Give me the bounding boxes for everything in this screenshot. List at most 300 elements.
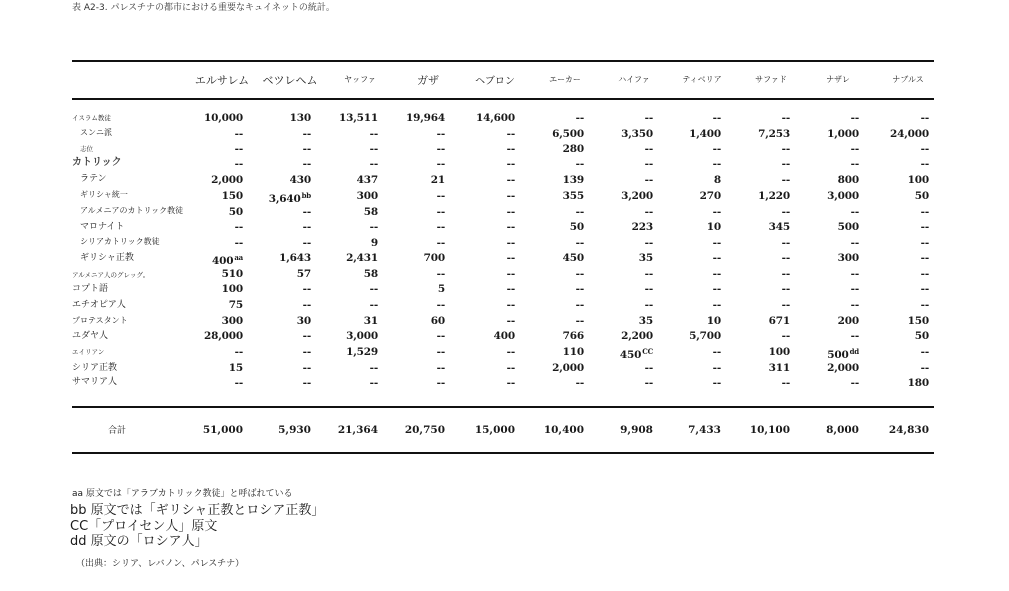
table-cell bbox=[297, 268, 311, 280]
column-header-nablus: ナブルス bbox=[892, 75, 924, 84]
table-cell bbox=[838, 315, 859, 327]
table-cell bbox=[290, 112, 311, 124]
table-cell bbox=[921, 346, 929, 358]
table-cell bbox=[303, 143, 311, 155]
table-cell bbox=[303, 299, 311, 311]
cell-value: -- bbox=[781, 112, 790, 124]
table-cell bbox=[921, 299, 929, 311]
cell-value: -- bbox=[436, 299, 445, 311]
cell-value: -- bbox=[850, 206, 859, 218]
cell-value: -- bbox=[712, 206, 721, 218]
table-cell bbox=[229, 299, 243, 311]
row-label: サマリア人 bbox=[72, 377, 118, 387]
column-header-safad: サファド bbox=[755, 75, 787, 84]
table-cell bbox=[576, 299, 584, 311]
cell-value: 450 bbox=[562, 252, 584, 264]
table-cell bbox=[782, 377, 790, 389]
cell-value: 280 bbox=[562, 143, 584, 155]
cell-value: -- bbox=[436, 143, 445, 155]
cell-value: -- bbox=[712, 299, 721, 311]
table-cell bbox=[758, 128, 790, 140]
table-cell bbox=[851, 377, 859, 389]
cell-value: 58 bbox=[363, 206, 378, 218]
table-cell bbox=[689, 128, 721, 140]
table-cell bbox=[758, 190, 790, 202]
cell-value: -- bbox=[781, 158, 790, 170]
cell-value: -- bbox=[506, 237, 515, 249]
table-cell bbox=[713, 252, 721, 264]
cell-value: -- bbox=[644, 362, 653, 374]
cell-value: -- bbox=[506, 299, 515, 311]
cell-value: 14,600 bbox=[476, 112, 515, 124]
table-cell bbox=[437, 158, 445, 170]
table-cell bbox=[621, 190, 653, 202]
row-label: アルメニアのカトリック教徒 bbox=[80, 206, 184, 215]
table-cell bbox=[507, 158, 515, 170]
cell-value: -- bbox=[506, 315, 515, 327]
cell-value: -- bbox=[369, 158, 378, 170]
cell-value: 28,000 bbox=[204, 330, 243, 342]
cell-value: -- bbox=[920, 299, 929, 311]
table-cell bbox=[645, 158, 653, 170]
table-cell bbox=[229, 362, 243, 374]
footnote-marker: CC bbox=[642, 347, 653, 356]
cell-value: -- bbox=[506, 143, 515, 155]
row-label: プロテスタント bbox=[72, 316, 128, 325]
cell-value: 270 bbox=[699, 190, 721, 202]
table-cell bbox=[303, 377, 311, 389]
cell-value: 10,000 bbox=[204, 112, 243, 124]
cell-value: 180 bbox=[907, 377, 929, 389]
table-cell bbox=[707, 221, 721, 233]
row-label: ユダヤ人 bbox=[72, 331, 109, 341]
cell-value: -- bbox=[712, 346, 721, 358]
cell-value: 450 bbox=[619, 349, 642, 361]
cell-value: 223 bbox=[631, 221, 653, 233]
row-label: 志位 bbox=[80, 145, 93, 153]
table-cell bbox=[632, 221, 653, 233]
table-cell bbox=[782, 237, 790, 249]
cell-value: 9 bbox=[370, 237, 378, 249]
table-cell bbox=[507, 206, 515, 218]
cell-value: -- bbox=[850, 237, 859, 249]
cell-value: 355 bbox=[562, 190, 584, 202]
table-cell bbox=[921, 143, 929, 155]
cell-value: 2,000 bbox=[827, 362, 859, 374]
table-cell bbox=[507, 268, 515, 280]
table-cell bbox=[921, 252, 929, 264]
cell-value: 31 bbox=[363, 315, 378, 327]
cell-value: -- bbox=[781, 268, 790, 280]
row-label: カトリック bbox=[72, 157, 122, 168]
cell-value: -- bbox=[302, 283, 311, 295]
table-cell bbox=[827, 346, 859, 361]
row-label: イスラム教徒 bbox=[72, 114, 111, 122]
table-cell bbox=[851, 330, 859, 342]
table-cell bbox=[437, 346, 445, 358]
cell-value: -- bbox=[302, 377, 311, 389]
table-cell bbox=[303, 362, 311, 374]
total-cell: 7,433 bbox=[688, 424, 721, 436]
cell-value: -- bbox=[436, 206, 445, 218]
table-cell bbox=[838, 221, 859, 233]
table-cell bbox=[212, 252, 243, 267]
column-header-hebron: ヘブロン bbox=[475, 76, 515, 87]
table-cell bbox=[370, 283, 378, 295]
table-cell bbox=[437, 206, 445, 218]
cell-value: -- bbox=[234, 143, 243, 155]
cell-value: -- bbox=[920, 158, 929, 170]
table-cell bbox=[339, 112, 378, 124]
cell-value: -- bbox=[575, 315, 584, 327]
cell-value: -- bbox=[506, 128, 515, 140]
cell-value: 10 bbox=[706, 221, 721, 233]
table-cell bbox=[921, 158, 929, 170]
cell-value: -- bbox=[575, 377, 584, 389]
table-cell bbox=[346, 346, 378, 358]
table-cell bbox=[507, 143, 515, 155]
cell-value: -- bbox=[436, 128, 445, 140]
cell-value: 75 bbox=[228, 299, 243, 311]
cell-value: 300 bbox=[221, 315, 243, 327]
cell-value: -- bbox=[920, 283, 929, 295]
table-cell bbox=[782, 158, 790, 170]
cell-value: -- bbox=[920, 252, 929, 264]
total-cell: 8,000 bbox=[826, 424, 859, 436]
total-top-rule bbox=[72, 406, 934, 408]
cell-value: 150 bbox=[907, 315, 929, 327]
table-caption: 表 A2-3. パレスチナの都市における重要なキュイネットの統計。 bbox=[72, 3, 335, 13]
cell-value: -- bbox=[436, 330, 445, 342]
table-cell bbox=[222, 283, 243, 295]
table-cell bbox=[851, 206, 859, 218]
cell-value: -- bbox=[234, 221, 243, 233]
cell-value: -- bbox=[369, 377, 378, 389]
cell-value: -- bbox=[436, 158, 445, 170]
table-cell bbox=[689, 330, 721, 342]
cell-value: 500 bbox=[837, 221, 859, 233]
table-cell bbox=[424, 252, 445, 264]
cell-value: 671 bbox=[768, 315, 790, 327]
table-cell bbox=[552, 128, 584, 140]
row-label: コプト語 bbox=[72, 284, 109, 294]
cell-value: 5 bbox=[437, 283, 445, 295]
cell-value: -- bbox=[302, 299, 311, 311]
table-cell bbox=[827, 190, 859, 202]
cell-value: 311 bbox=[768, 362, 790, 374]
cell-value: 3,000 bbox=[827, 190, 859, 202]
cell-value: 139 bbox=[562, 174, 584, 186]
row-label: シリア正教 bbox=[72, 363, 118, 373]
table-cell bbox=[645, 174, 653, 186]
cell-value: 510 bbox=[221, 268, 243, 280]
cell-value: 700 bbox=[423, 252, 445, 264]
cell-value: -- bbox=[575, 206, 584, 218]
table-cell bbox=[645, 112, 653, 124]
cell-value: 6,500 bbox=[552, 128, 584, 140]
cell-value: 110 bbox=[562, 346, 584, 358]
cell-value: 58 bbox=[363, 268, 378, 280]
cell-value: -- bbox=[644, 158, 653, 170]
table-cell bbox=[851, 237, 859, 249]
cell-value: -- bbox=[506, 346, 515, 358]
cell-value: -- bbox=[781, 174, 790, 186]
column-header-gaza: ガザ bbox=[417, 74, 439, 87]
total-cell: 51,000 bbox=[202, 424, 243, 436]
table-cell bbox=[563, 346, 584, 358]
table-cell bbox=[838, 252, 859, 264]
table-cell bbox=[890, 128, 929, 140]
table-cell bbox=[713, 158, 721, 170]
total-cell: 10,100 bbox=[749, 424, 790, 436]
table-cell bbox=[827, 128, 859, 140]
table-cell bbox=[645, 283, 653, 295]
table-cell bbox=[563, 143, 584, 155]
table-cell bbox=[235, 377, 243, 389]
cell-value: 1,643 bbox=[279, 252, 311, 264]
cell-value: -- bbox=[369, 128, 378, 140]
cell-value: 50 bbox=[228, 206, 243, 218]
cell-value: -- bbox=[920, 362, 929, 374]
cell-value: 57 bbox=[296, 268, 311, 280]
cell-value: -- bbox=[781, 237, 790, 249]
table-cell bbox=[371, 237, 378, 249]
cell-value: 3,200 bbox=[621, 190, 653, 202]
table-cell bbox=[370, 221, 378, 233]
table-cell bbox=[370, 299, 378, 311]
table-cell bbox=[621, 330, 653, 342]
column-header-haifa: ハイファ bbox=[618, 75, 650, 84]
cell-value: -- bbox=[369, 299, 378, 311]
table-cell bbox=[229, 206, 243, 218]
cell-value: -- bbox=[436, 362, 445, 374]
cell-value: -- bbox=[506, 362, 515, 374]
cell-value: -- bbox=[920, 112, 929, 124]
table-cell bbox=[645, 268, 653, 280]
table-cell bbox=[357, 190, 378, 202]
cell-value: -- bbox=[920, 221, 929, 233]
cell-value: 766 bbox=[562, 330, 584, 342]
table-cell bbox=[713, 299, 721, 311]
source-note: （出典：シリア、レバノン、パレスチナ） bbox=[76, 559, 245, 569]
table-cell bbox=[713, 268, 721, 280]
cell-value: -- bbox=[712, 377, 721, 389]
table-cell bbox=[851, 158, 859, 170]
table-cell bbox=[827, 362, 859, 374]
cell-value: 100 bbox=[907, 174, 929, 186]
cell-value: -- bbox=[850, 377, 859, 389]
column-header-acre: エーカー bbox=[549, 75, 581, 84]
cell-value: -- bbox=[302, 221, 311, 233]
cell-value: -- bbox=[850, 112, 859, 124]
cell-value: 500 bbox=[827, 349, 849, 361]
row-label: ラテン bbox=[80, 174, 107, 184]
cell-value: -- bbox=[302, 362, 311, 374]
table-cell bbox=[507, 128, 515, 140]
table-cell bbox=[576, 206, 584, 218]
table-cell bbox=[563, 330, 584, 342]
cell-value: -- bbox=[575, 237, 584, 249]
table-cell bbox=[494, 330, 515, 342]
cell-value: -- bbox=[712, 252, 721, 264]
table-cell bbox=[838, 174, 859, 186]
cell-value: -- bbox=[712, 158, 721, 170]
cell-value: -- bbox=[920, 346, 929, 358]
cell-value: -- bbox=[575, 283, 584, 295]
table-cell bbox=[370, 128, 378, 140]
cell-value: 15 bbox=[228, 362, 243, 374]
cell-value: -- bbox=[712, 362, 721, 374]
cell-value: -- bbox=[302, 158, 311, 170]
cell-value: -- bbox=[920, 206, 929, 218]
table-cell bbox=[713, 346, 721, 358]
table-cell bbox=[921, 237, 929, 249]
table-cell bbox=[437, 237, 445, 249]
table-cell bbox=[507, 221, 515, 233]
cell-value: -- bbox=[920, 268, 929, 280]
cell-value: 10 bbox=[706, 315, 721, 327]
table-cell bbox=[364, 315, 378, 327]
table-cell bbox=[713, 377, 721, 389]
table-cell bbox=[303, 330, 311, 342]
table-cell bbox=[279, 252, 311, 264]
table-cell bbox=[437, 143, 445, 155]
table-cell bbox=[713, 362, 721, 374]
table-cell bbox=[303, 206, 311, 218]
table-cell bbox=[921, 268, 929, 280]
cell-value: 7,253 bbox=[758, 128, 790, 140]
table-cell bbox=[431, 315, 445, 327]
cell-value: -- bbox=[506, 190, 515, 202]
cell-value: 21 bbox=[430, 174, 445, 186]
table-cell bbox=[714, 174, 721, 186]
cell-value: -- bbox=[436, 377, 445, 389]
cell-value: -- bbox=[781, 377, 790, 389]
table-header-rule bbox=[72, 98, 934, 100]
footnote-bb: bb 原文では「ギリシャ正教とロシア正教」 bbox=[70, 503, 325, 518]
cell-value: -- bbox=[436, 268, 445, 280]
cell-value: -- bbox=[506, 158, 515, 170]
cell-value: 3,000 bbox=[346, 330, 378, 342]
cell-value: -- bbox=[644, 299, 653, 311]
cell-value: 2,200 bbox=[621, 330, 653, 342]
cell-value: -- bbox=[712, 237, 721, 249]
cell-value: -- bbox=[302, 206, 311, 218]
table-cell bbox=[370, 143, 378, 155]
table-cell bbox=[357, 174, 378, 186]
table-cell bbox=[235, 128, 243, 140]
table-cell bbox=[507, 190, 515, 202]
cell-value: -- bbox=[436, 221, 445, 233]
table-cell bbox=[782, 112, 790, 124]
cell-value: -- bbox=[644, 174, 653, 186]
table-cell bbox=[782, 143, 790, 155]
table-cell bbox=[364, 206, 378, 218]
cell-value: -- bbox=[369, 283, 378, 295]
total-cell: 15,000 bbox=[474, 424, 515, 436]
table-cell bbox=[552, 362, 584, 374]
total-cell: 24,830 bbox=[888, 424, 929, 436]
table-cell bbox=[620, 346, 653, 361]
table-cell bbox=[437, 362, 445, 374]
row-label: スンニ派 bbox=[80, 128, 112, 137]
table-cell bbox=[507, 237, 515, 249]
cell-value: -- bbox=[234, 237, 243, 249]
table-cell bbox=[570, 221, 584, 233]
table-cell bbox=[507, 377, 515, 389]
table-cell bbox=[431, 174, 445, 186]
table-cell bbox=[269, 190, 311, 205]
cell-value: 345 bbox=[768, 221, 790, 233]
table-cell bbox=[915, 190, 929, 202]
cell-value: 100 bbox=[768, 346, 790, 358]
table-cell bbox=[303, 283, 311, 295]
cell-value: -- bbox=[850, 143, 859, 155]
cell-value: -- bbox=[369, 221, 378, 233]
table-cell bbox=[507, 252, 515, 264]
table-cell bbox=[908, 377, 929, 389]
cell-value: -- bbox=[644, 112, 653, 124]
cell-value: 1,529 bbox=[346, 346, 378, 358]
cell-value: 100 bbox=[221, 283, 243, 295]
footnote-dd: dd 原文の「ロシア人」 bbox=[70, 534, 208, 549]
table-cell bbox=[713, 283, 721, 295]
table-cell bbox=[211, 174, 243, 186]
table-cell bbox=[908, 315, 929, 327]
table-cell bbox=[782, 299, 790, 311]
total-cell: 21,364 bbox=[337, 424, 378, 436]
cell-value: 30 bbox=[296, 315, 311, 327]
table-cell bbox=[297, 315, 311, 327]
cell-value: 430 bbox=[289, 174, 311, 186]
cell-value: 200 bbox=[837, 315, 859, 327]
cell-value: -- bbox=[506, 268, 515, 280]
cell-value: 437 bbox=[356, 174, 378, 186]
table-cell bbox=[576, 158, 584, 170]
cell-value: 130 bbox=[289, 112, 311, 124]
cell-value: -- bbox=[506, 206, 515, 218]
cell-value: 150 bbox=[221, 190, 243, 202]
table-cell bbox=[222, 315, 243, 327]
cell-value: -- bbox=[644, 377, 653, 389]
cell-value: 2,000 bbox=[552, 362, 584, 374]
cell-value: -- bbox=[234, 346, 243, 358]
column-header-tiberias: ティベリア bbox=[682, 75, 722, 84]
table-cell bbox=[507, 315, 515, 327]
cell-value: 1,000 bbox=[827, 128, 859, 140]
cell-value: -- bbox=[781, 252, 790, 264]
table-cell bbox=[437, 128, 445, 140]
table-cell bbox=[437, 377, 445, 389]
total-label: 合計 bbox=[108, 426, 127, 436]
table-cell bbox=[346, 330, 378, 342]
cell-value: 5,700 bbox=[689, 330, 721, 342]
footnote-cc: CC「プロイセン人」原文 bbox=[70, 519, 218, 534]
cell-value: 1,220 bbox=[758, 190, 790, 202]
row-label: ギリシャ統一 bbox=[80, 190, 128, 199]
table-cell bbox=[563, 190, 584, 202]
cell-value: -- bbox=[436, 190, 445, 202]
table-cell bbox=[713, 143, 721, 155]
table-cell bbox=[639, 315, 653, 327]
cell-value: -- bbox=[436, 346, 445, 358]
table-cell bbox=[707, 315, 721, 327]
table-cell bbox=[921, 283, 929, 295]
table-cell bbox=[851, 112, 859, 124]
cell-value: 50 bbox=[914, 330, 929, 342]
table-cell bbox=[222, 190, 243, 202]
table-cell bbox=[235, 346, 243, 358]
